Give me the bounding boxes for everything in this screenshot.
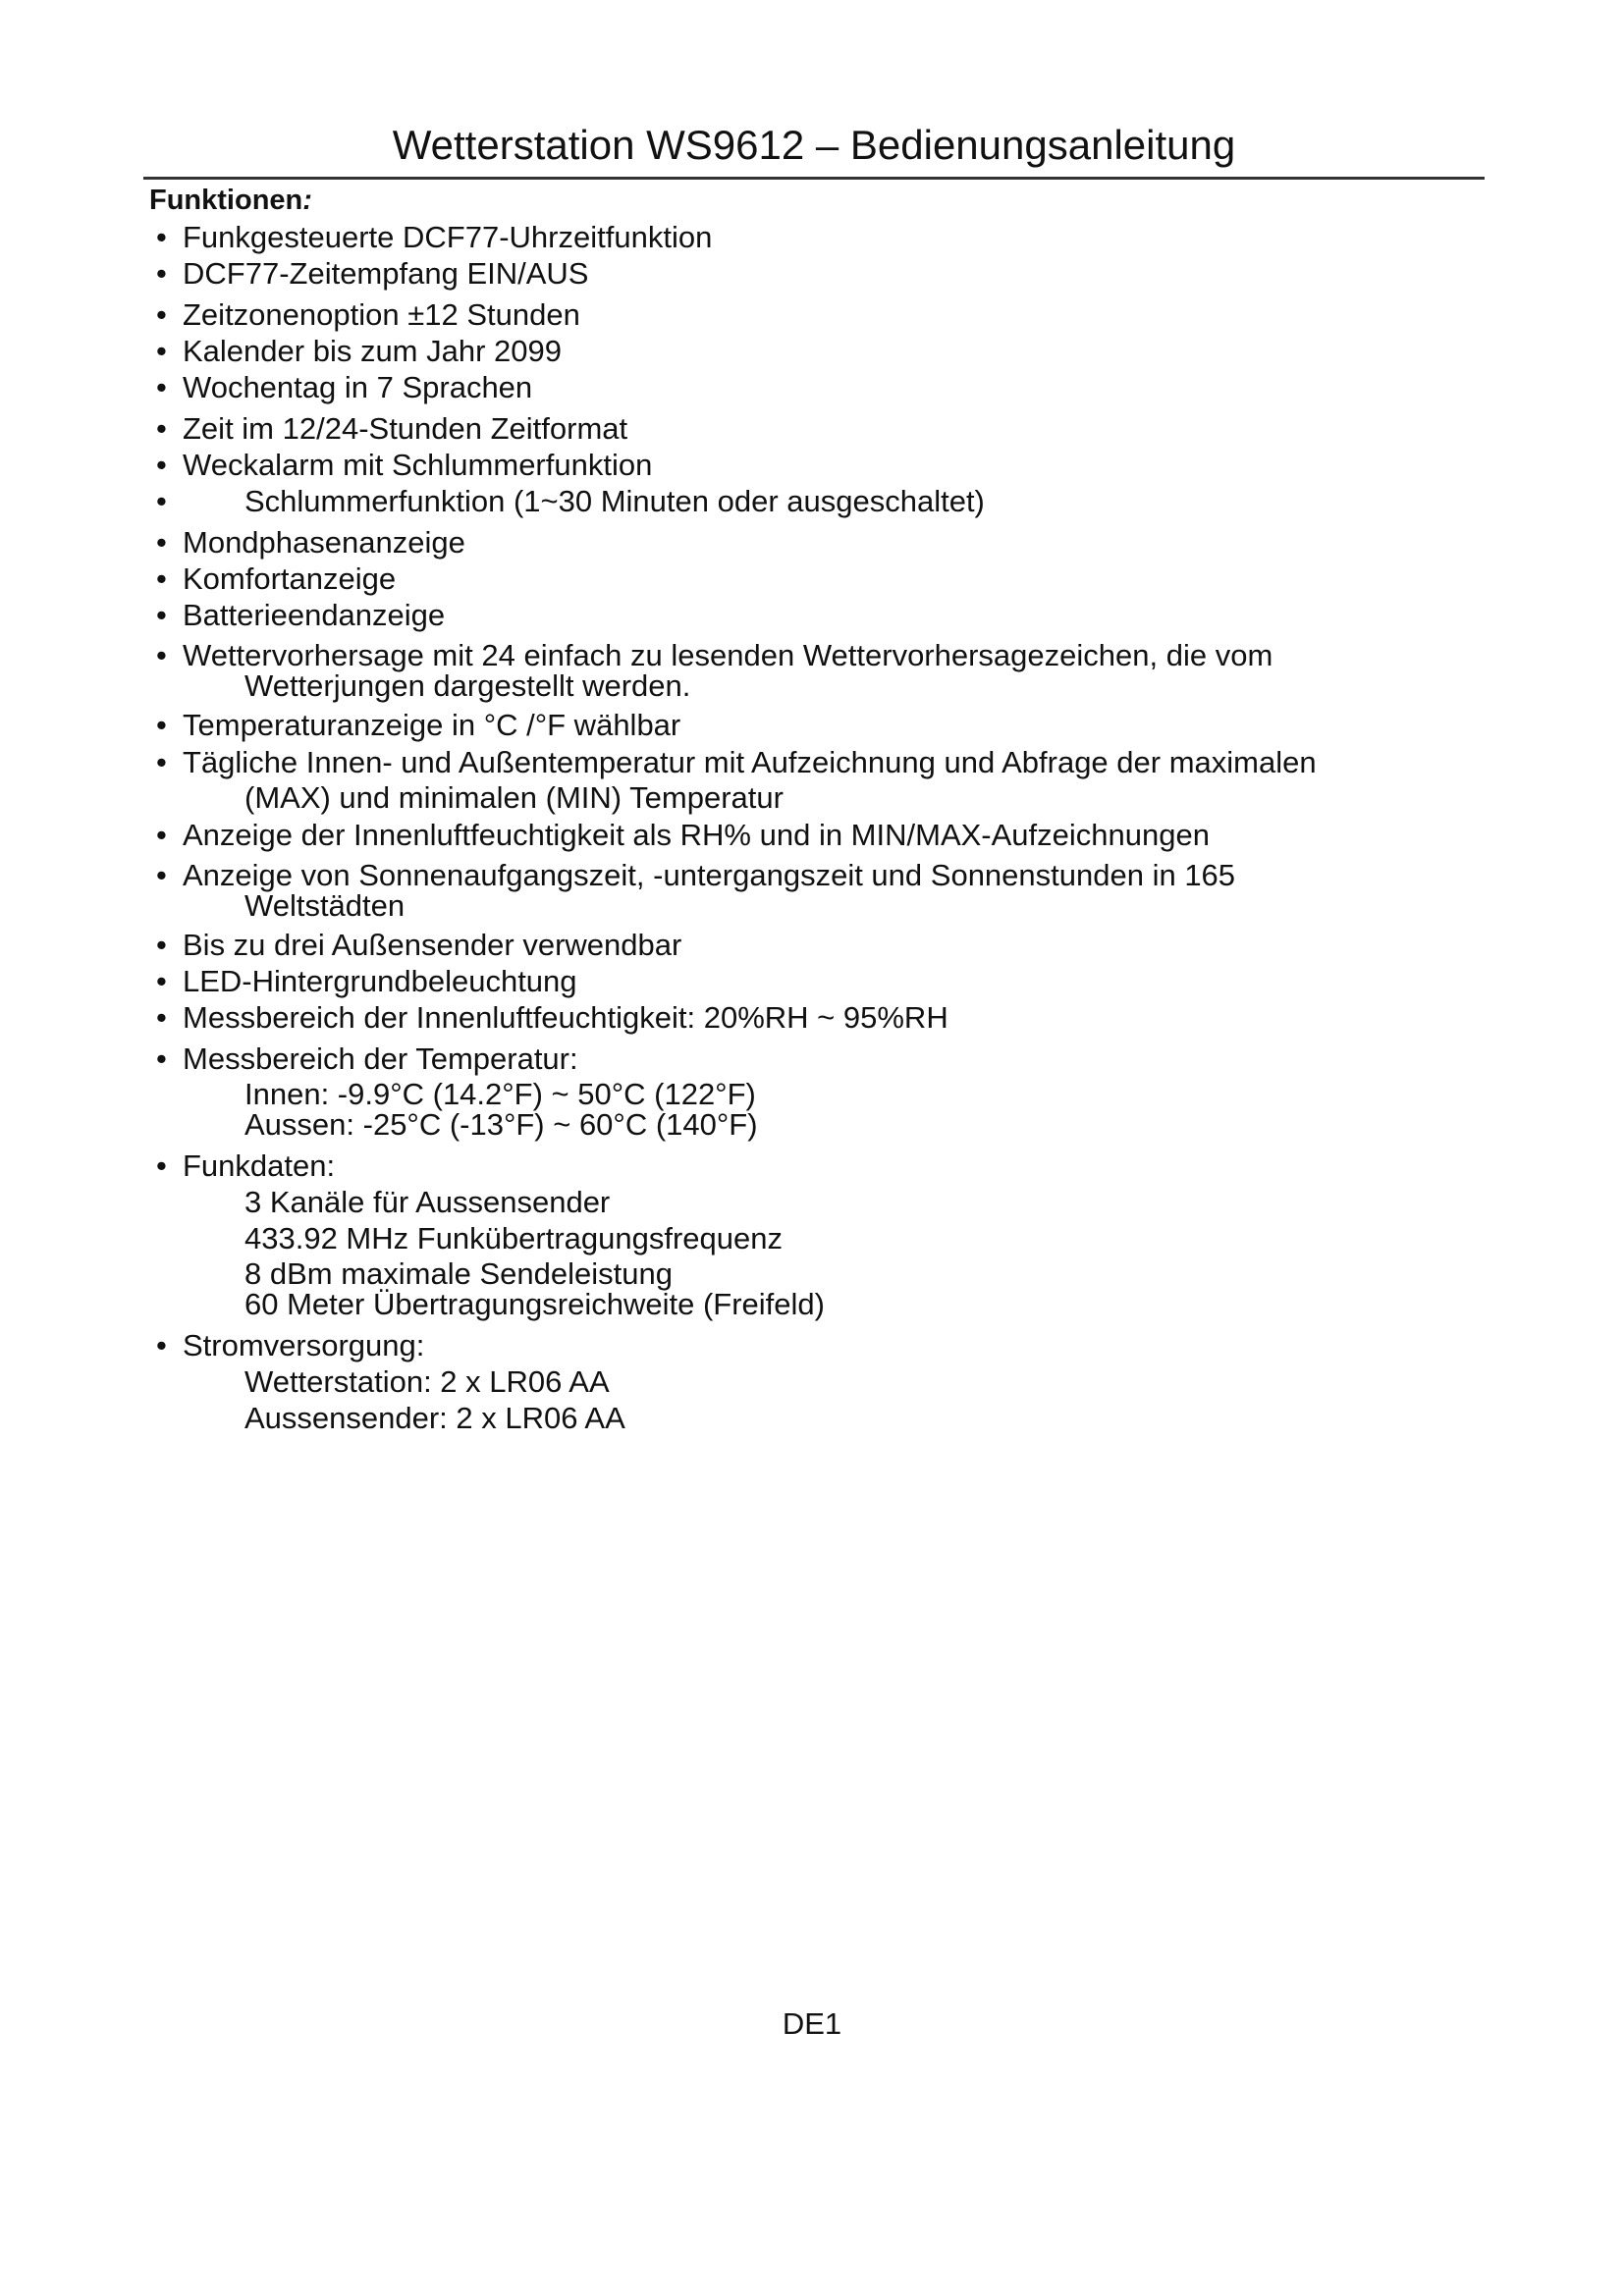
feature-text: Weckalarm mit Schlummerfunktion <box>183 448 653 482</box>
bullet-icon: • <box>156 964 167 998</box>
feature-item <box>149 371 1465 404</box>
feature-item <box>149 860 1465 921</box>
feature-list <box>149 218 1465 1438</box>
bullet-icon: • <box>156 370 167 404</box>
feature-text: Zeitzonenoption ±12 Stunden <box>183 297 580 332</box>
feature-item <box>149 1042 1465 1140</box>
feature-sub-line: 60 Meter Übertragungsreichweite (Freifeld) <box>244 1287 825 1321</box>
bullet-icon: • <box>156 858 167 892</box>
feature-item <box>149 640 1465 701</box>
bullet-icon: • <box>156 928 167 962</box>
section-heading-colon: : <box>302 185 312 216</box>
feature-text: Funkdaten: <box>183 1148 336 1183</box>
feature-sub-line: Aussen: -25°C (-13°F) ~ 60°C (140°F) <box>244 1107 758 1142</box>
page-number: DE1 <box>782 2006 842 2041</box>
feature-sub-line: Aussensender: 2 x LR06 AA <box>244 1401 625 1435</box>
bullet-icon: • <box>156 638 167 672</box>
bullet-icon: • <box>156 561 167 596</box>
feature-text: Anzeige der Innenluftfeuchtigkeit als RH% und in MIN/MAX-Aufzeichnungen <box>183 818 1210 852</box>
feature-sub-line: Innen: -9.9°C (14.2°F) ~ 50°C (122°F) <box>244 1077 756 1111</box>
feature-sub-lines <box>183 1186 1465 1319</box>
bullet-icon: • <box>156 256 167 291</box>
feature-sub-line: 433.92 MHz Funkübertragungsfrequenz <box>244 1221 783 1255</box>
bullet-icon: • <box>156 297 167 332</box>
feature-text: Batterieendanzeige <box>183 598 446 632</box>
feature-item <box>149 599 1465 632</box>
bullet-icon: • <box>156 708 167 742</box>
bullet-icon: • <box>156 484 167 518</box>
feature-item <box>149 709 1465 742</box>
bullet-icon: • <box>156 818 167 852</box>
bullet-icon: • <box>156 448 167 482</box>
feature-item <box>149 221 1465 254</box>
feature-text: LED-Hintergrundbeleuchtung <box>183 964 577 998</box>
feature-item <box>149 526 1465 560</box>
bullet-icon: • <box>156 1328 167 1362</box>
section-heading-funktionen <box>149 183 312 218</box>
feature-sub-line: 8 dBm maximale Sendeleistung <box>244 1256 673 1291</box>
feature-item <box>149 965 1465 998</box>
bullet-icon: • <box>156 525 167 560</box>
feature-item <box>149 562 1465 596</box>
feature-text: Tägliche Innen- und Außentemperatur mit Aufzeichnung und Abfrage der maximalen <box>183 745 1317 779</box>
feature-text: DCF77-Zeitempfang EIN/AUS <box>183 256 589 291</box>
feature-item <box>149 929 1465 962</box>
feature-text: Stromversorgung: <box>183 1328 425 1362</box>
feature-text: Schlummerfunktion (1~30 Minuten oder ausgeschaltet) <box>244 484 985 518</box>
feature-text: Funkgesteuerte DCF77-Uhrzeitfunktion <box>183 220 713 254</box>
bullet-icon: • <box>156 334 167 368</box>
feature-text: Wochentag in 7 Sprachen <box>183 370 533 404</box>
page-title: Wetterstation WS9612 – Bedienungsanleitung <box>392 122 1236 168</box>
feature-text: Bis zu drei Außensender verwendbar <box>183 928 682 962</box>
feature-item <box>149 257 1465 291</box>
feature-item <box>149 335 1465 368</box>
feature-text: Anzeige von Sonnenaufgangszeit, -untergangszeit und Sonnenstunden in 165 <box>183 858 1236 892</box>
feature-item <box>149 412 1465 446</box>
feature-text: Messbereich der Innenluftfeuchtigkeit: 20%RH ~ 95%RH <box>183 1000 948 1035</box>
feature-item <box>149 1149 1465 1319</box>
feature-item <box>149 449 1465 482</box>
feature-sub-line: 3 Kanäle für Aussensender <box>244 1185 611 1219</box>
feature-sub-line: Wetterstation: 2 x LR06 AA <box>244 1364 610 1399</box>
feature-text-continuation: (MAX) und minimalen (MIN) Temperatur <box>244 780 784 815</box>
feature-text-continuation: Wetterjungen dargestellt werden. <box>244 668 691 703</box>
feature-text: Kalender bis zum Jahr 2099 <box>183 334 563 368</box>
feature-text: Wettervorhersage mit 24 einfach zu lesenden Wettervorhersagezeichen, die vom <box>183 638 1273 672</box>
feature-item <box>149 819 1465 852</box>
feature-text-continuation: Weltstädten <box>244 888 406 923</box>
feature-item <box>149 1329 1465 1435</box>
feature-text: Temperaturanzeige in °C /°F wählbar <box>183 708 681 742</box>
feature-item <box>149 1001 1465 1035</box>
feature-text: Komfortanzeige <box>183 561 397 596</box>
feature-sub-lines <box>183 1365 1465 1435</box>
feature-item <box>149 485 1465 518</box>
feature-text: Mondphasenanzeige <box>183 525 465 560</box>
feature-text: Messbereich der Temperatur: <box>183 1041 578 1076</box>
section-heading-text: Funktionen <box>149 185 303 216</box>
title-divider <box>143 177 1485 180</box>
bullet-icon: • <box>156 1148 167 1183</box>
feature-item <box>149 298 1465 332</box>
bullet-icon: • <box>156 745 167 779</box>
feature-item <box>149 745 1465 816</box>
bullet-icon: • <box>156 1041 167 1076</box>
bullet-icon: • <box>156 220 167 254</box>
feature-text: Zeit im 12/24-Stunden Zeitformat <box>183 411 628 446</box>
bullet-icon: • <box>156 411 167 446</box>
bullet-icon: • <box>156 1000 167 1035</box>
feature-sub-lines <box>183 1079 1465 1140</box>
bullet-icon: • <box>156 598 167 632</box>
